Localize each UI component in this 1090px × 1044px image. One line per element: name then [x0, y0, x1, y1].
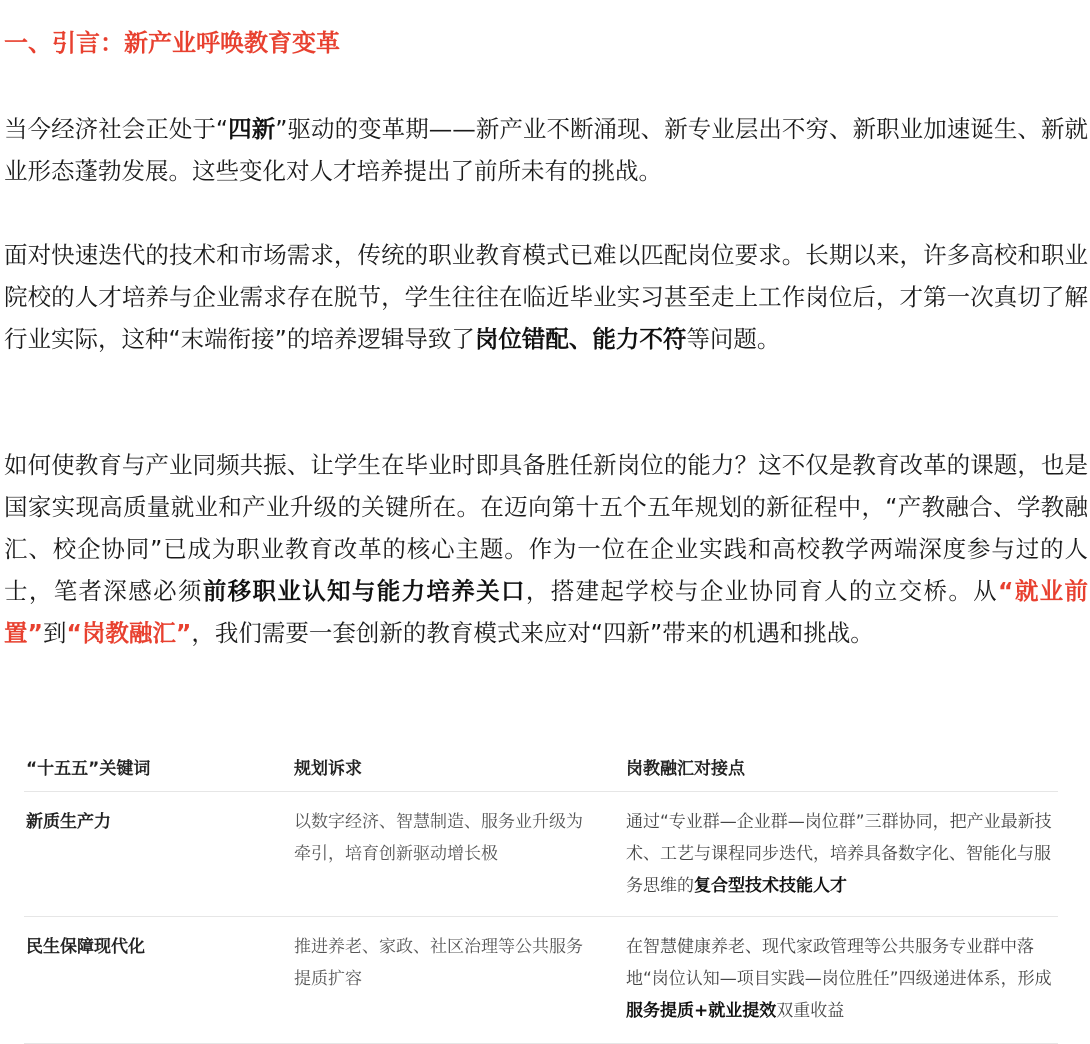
text-span: ，搭建起学校与企业协同育人的立交桥。从	[525, 577, 999, 605]
text-span: 双重收益	[776, 1001, 845, 1021]
paragraph-3	[4, 444, 1088, 654]
paragraph-1	[4, 108, 1088, 192]
table-cell-keyword: 民生保障现代化	[26, 937, 145, 957]
bold-text: 服务提质	[626, 1001, 694, 1021]
table-cell-point	[626, 931, 1056, 1027]
table-header-keyword: “十五五”关键词	[26, 759, 151, 779]
text-span: ，我们需要一套创新的教育模式来应对“四新”带来的机遇和挑战。	[191, 619, 874, 647]
bold-text: 岗位错配、能力不符	[474, 325, 687, 353]
text-span: 面对快速迭代的技术和市场需求，传统的职业教育模式已难以匹配岗位要求。长期以来，许多高校和职业院校的人才培养与企业需求存在脱节，学生往往在临近毕业实习甚至走上工作岗位后，才第一次真切了解行业实际，这种“末端衔接”的培养逻辑导致了	[4, 241, 1088, 353]
table-cell-keyword: 新质生产力	[26, 812, 111, 832]
section-heading: 一、引言：新产业呼唤教育变革	[4, 29, 340, 57]
table-row	[24, 917, 1058, 1044]
table-row	[24, 792, 1058, 917]
table-header-point: 岗教融汇对接点	[626, 759, 745, 779]
table-cell-demand: 推进养老、家政、社区治理等公共服务提质扩容	[294, 937, 583, 989]
table-header-demand: 规划诉求	[294, 759, 362, 779]
text-span: 到	[42, 619, 67, 647]
text-span: 等问题。	[686, 325, 781, 353]
text-span: 在智慧健康养老、现代家政管理等公共服务专业群中落地“岗位认知—项目实践—岗位胜任”四级递进体系，形成	[626, 937, 1052, 989]
paragraph-2	[4, 234, 1088, 360]
bold-text: 四新	[228, 115, 276, 143]
table-cell-demand: 以数字经济、智慧制造、服务业升级为牵引，培育创新驱动增长极	[294, 812, 583, 864]
bold-text: +	[694, 1001, 709, 1021]
table-header-row	[24, 745, 1058, 792]
bold-text: 复合型技术技能人才	[694, 876, 847, 896]
bold-text: 前移职业认知与能力培养关口	[202, 577, 526, 605]
highlight-employment-front: “就业前置”	[4, 577, 1089, 647]
highlight-job-education-fusion: “岗教融汇”	[66, 619, 192, 647]
table-cell-point	[626, 806, 1056, 902]
bold-text: 就业提效	[708, 1001, 777, 1021]
text-span: 当今经济社会正处于“	[4, 115, 229, 143]
keyword-table	[24, 745, 1058, 1044]
text-span: ”驱动的变革期——新产业不断涌现、新专业层出不穷、新职业加速诞生、新就业形态蓬勃发展。这些变化对人才培养提出了前所未有的挑战。	[4, 115, 1088, 185]
text-span: 如何使教育与产业同频共振、让学生在毕业时即具备胜任新岗位的能力？这不仅是教育改革的课题，也是国家实现高质量就业和产业升级的关键所在。在迈向第十五个五年规划的新征程中，“产教融合、学教融汇、校企协同”已成为职业教育改革的核心主题。作为一位在企业实践和高校教学两端深度参与过的人士，笔者深感必须	[4, 451, 1088, 605]
text-span: 通过“专业群—企业群—岗位群”三群协同，把产业最新技术、工艺与课程同步迭代，培养具备数字化、智能化与服务思维的	[626, 812, 1052, 896]
